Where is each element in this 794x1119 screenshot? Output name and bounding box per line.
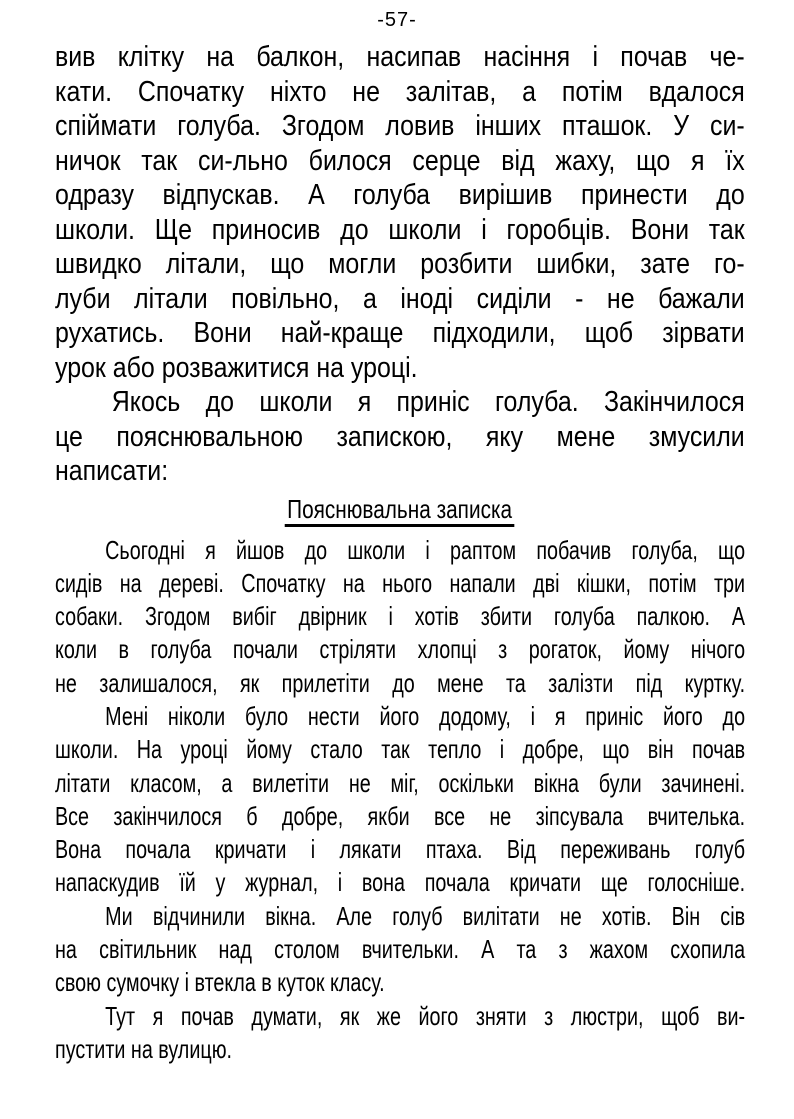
text-line: собаки. Згодом вибіг двірник і хотів збити голуба палкою. А (55, 601, 746, 632)
text-line: напаскудив їй у журнал, і вона почала кричати ще голосніше. (55, 867, 746, 898)
text-line: це пояснювальною запискою, яку мене змусили (55, 420, 745, 453)
story-text (55, 40, 745, 489)
text-line: літати класом, а вилетіти не міг, оскільки вікна були зачинені. (55, 767, 746, 798)
text-line: урок або розважитися на уроці. (55, 351, 418, 384)
page-number: -57- (377, 9, 417, 31)
text-line: Тут я почав думати, як же його зняти з люстри, щоб ви- (105, 1000, 746, 1031)
text-line: Сьогодні я йшов до школи і раптом побачив голуба, що (105, 534, 746, 565)
text-line: школи. На уроці йому стало так тепло і добре, що він почав (55, 734, 746, 765)
text-line: пустити на вулицю. (55, 1033, 233, 1064)
text-line: на світильник над столом вчительки. А та з жахом схопила (55, 934, 746, 965)
text-line: луби літали повільно, а іноді сиділи - не бажали (55, 282, 745, 315)
text-line: вив клітку на балкон, насипав насіння і почав че- (55, 41, 745, 73)
text-line: Якось до школи я приніс голуба. Закінчилося (111, 386, 745, 418)
page-content (55, 40, 745, 1066)
text-line: кати. Спочатку ніхто не залітав, а потім вдалося (55, 75, 745, 108)
text-line: спіймати голуба. Згодом ловив інших пташок. У си- (55, 110, 745, 142)
text-line: написати: (55, 455, 169, 487)
text-line: Мені ніколи було нести його додому, і я приніс його до (105, 700, 746, 731)
note-heading (55, 495, 745, 529)
text-line: школи. Ще приносив до школи і горобців. Вони так (55, 213, 745, 246)
text-line: не залишалося, як прилетіти до мене та залізти під куртку. (55, 667, 746, 698)
text-line: сидів на дереві. Спочатку на нього напали дві кішки, потім три (55, 567, 746, 598)
text-line: Вона почала кричати і лякати птаха. Від переживань голуб (55, 834, 746, 865)
text-line: одразу відпускав. А голуба вирішив принести до (55, 179, 745, 211)
explanatory-note-text (55, 534, 745, 1067)
note-heading-text: Пояснювальна записка (285, 495, 515, 527)
text-line: Все закінчилося б добре, якби все не зіпсувала вчителька. (55, 800, 746, 831)
text-line: свою сумочку і втекла в куток класу. (55, 967, 385, 998)
text-line: ничок так си-льно билося серце від жаху, що я їх (55, 144, 745, 177)
text-line: швидко літали, що могли розбити шибки, зате го- (55, 248, 745, 280)
text-line: коли в голуба почали стріляти хлопці з рогаток, йому нічого (55, 634, 746, 665)
text-line: рухатись. Вони най-краще підходили, щоб зірвати (55, 317, 745, 349)
text-line: Ми відчинили вікна. Але голуб вилітати не хотів. Він сів (105, 900, 746, 931)
